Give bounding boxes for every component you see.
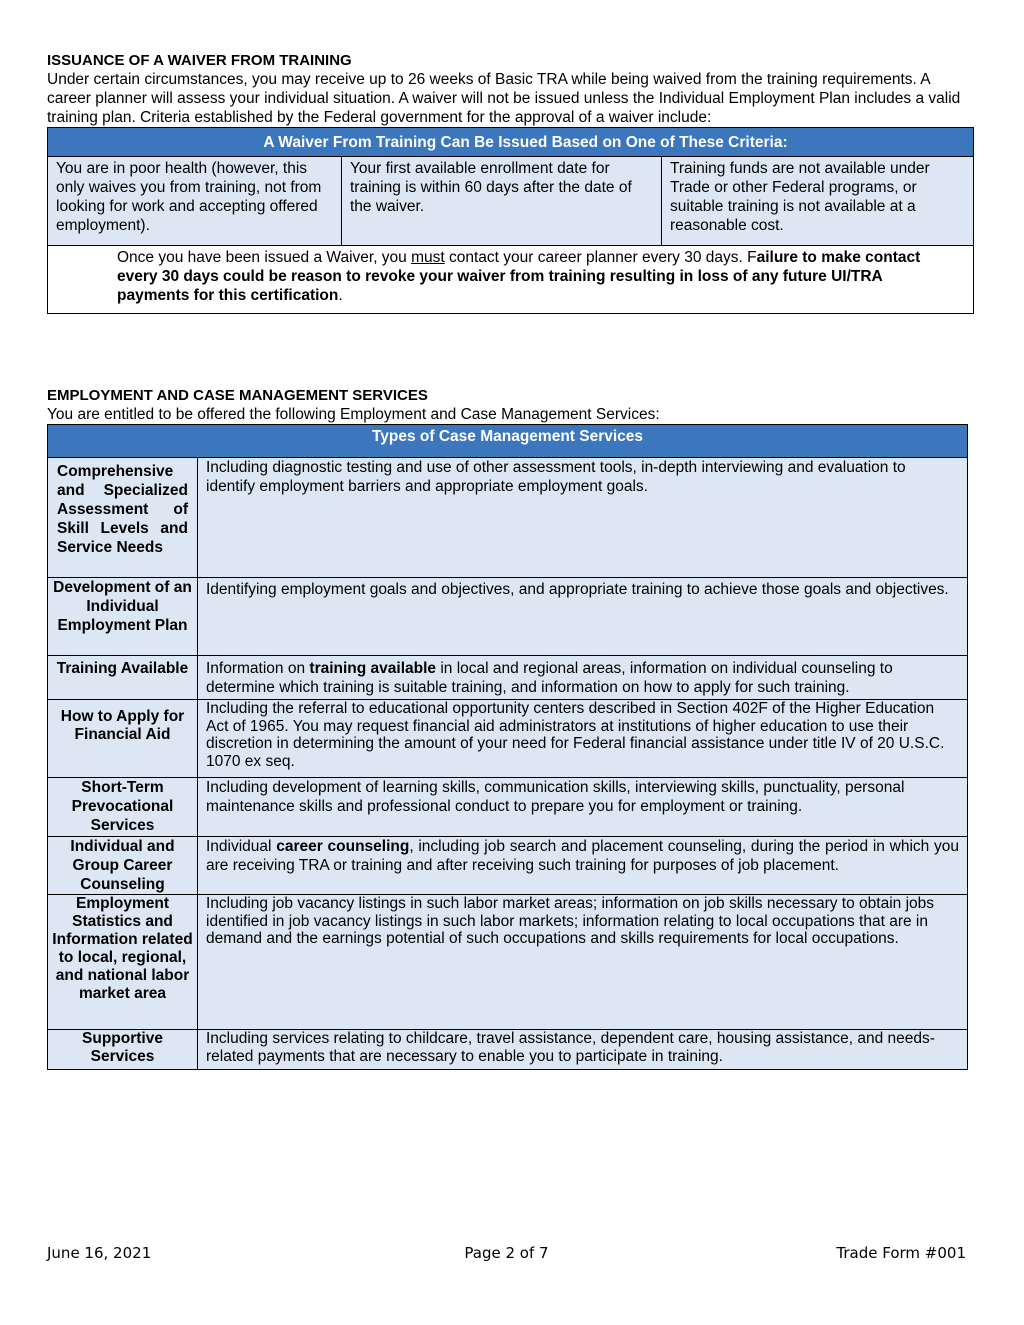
table-row xyxy=(48,578,968,656)
emphasis: career counseling xyxy=(276,838,410,855)
table-row xyxy=(48,1030,968,1070)
service-name: Employment Statistics and Information related to local, regional, and national labor market area xyxy=(48,895,198,1030)
service-name: Training Available xyxy=(48,656,198,700)
services-intro: You are entitled to be offered the following Employment and Case Management Services: xyxy=(47,406,660,423)
table-row xyxy=(48,458,968,578)
service-description: Individual career counseling, including job search and placement counseling, during the period in which you are receiving TRA or training and after receiving such training for purposes of job placement. xyxy=(198,837,968,895)
footer-page-number: Page 2 of 7 xyxy=(464,1244,549,1262)
criteria-cell-enrollment: Your first available enrollment date for training is within 60 days after the date of the waiver. xyxy=(342,157,662,246)
case-management-table xyxy=(47,424,968,1070)
table-row xyxy=(48,895,968,1030)
waiver-table-header: A Waiver From Training Can Be Issued Based on One of These Criteria: xyxy=(48,128,974,157)
waiver-criteria-table xyxy=(47,127,974,314)
emphasis: training available xyxy=(309,660,437,677)
criteria-cell-funds: Training funds are not available under Trade or other Federal programs, or suitable training is not available at a reasonable cost. xyxy=(662,157,974,246)
table-row xyxy=(48,700,968,778)
service-name: Development of an Individual Employment Plan xyxy=(48,578,198,656)
service-description: Including the referral to educational opportunity centers described in Section 402F of the Higher Education Act of 1965. You may request financial aid administrators at institutions of higher education to use their discretion in determining the amount of your need for Federal financial assistance under title IV of 20 U.S.C. 1070 ex seq. xyxy=(198,700,968,778)
services-heading: EMPLOYMENT AND CASE MANAGEMENT SERVICES xyxy=(47,387,428,404)
service-description: Including services relating to childcare, travel assistance, dependent care, housing assistance, and needs-related payments that are necessary to enable you to participate in training. xyxy=(198,1030,968,1070)
service-description: Including development of learning skills, communication skills, interviewing skills, punctuality, personal maintenance skills and professional conduct to prepare you for employment or training. xyxy=(198,778,968,837)
service-description: Information on training available in local and regional areas, information on individual counseling to determine which training is suitable training, and information on how to apply for such training. xyxy=(198,656,968,700)
service-description: Including job vacancy listings in such labor market areas; information on job skills necessary to obtain jobs identified in job vacancy listings in such labor markets; information relating to local occupations that are in demand and the earnings potential of such occupations and skills requirements for local occupations. xyxy=(198,895,968,1030)
notice-underlined: must xyxy=(411,249,445,266)
page-footer xyxy=(47,1244,966,1264)
service-description: Identifying employment goals and objectives, and appropriate training to achieve those goals and objectives. xyxy=(198,578,968,656)
service-name: Supportive Services xyxy=(48,1030,198,1070)
waiver-heading: ISSUANCE OF A WAIVER FROM TRAINING xyxy=(47,52,352,69)
notice-end: . xyxy=(338,287,343,304)
service-name: How to Apply for Financial Aid xyxy=(48,700,198,778)
criteria-cell-health: You are in poor health (however, this only waives you from training, not from looking for work and accepting offered employment). xyxy=(48,157,342,246)
waiver-intro: Under certain circumstances, you may receive up to 26 weeks of Basic TRA while being waived from the training requirements. A career planner will assess your individual situation. A waiver will not be issued unless the Individual Employment Plan includes a valid training plan. Criteria established by the Federal government for the approval of a waiver include: xyxy=(47,71,961,126)
waiver-notice xyxy=(48,246,974,314)
service-description: Including diagnostic testing and use of other assessment tools, in-depth interviewing and evaluation to identify employment barriers and appropriate employment goals. xyxy=(198,458,968,578)
services-section xyxy=(47,386,968,1070)
notice-warning: ailure to make contact every 30 days could be reason to revoke your waiver from training resulting in loss of any future UI/TRA payments for this certification xyxy=(117,249,921,304)
service-name: Comprehensive and Specialized Assessment of Skill Levels and Service Needs xyxy=(48,458,198,578)
table-row xyxy=(48,656,968,700)
waiver-section xyxy=(47,51,974,314)
services-table-header: Types of Case Management Services xyxy=(48,425,968,458)
footer-form-number: Trade Form #001 xyxy=(836,1244,966,1262)
service-name: Short-Term Prevocational Services xyxy=(48,778,198,837)
notice-text-2: contact your career planner every 30 days. F xyxy=(444,249,757,266)
footer-date: June 16, 2021 xyxy=(47,1244,152,1262)
table-row xyxy=(48,778,968,837)
notice-text: Once you have been issued a Waiver, you xyxy=(117,249,412,266)
service-name: Individual and Group Career Counseling xyxy=(48,837,198,895)
table-row xyxy=(48,837,968,895)
